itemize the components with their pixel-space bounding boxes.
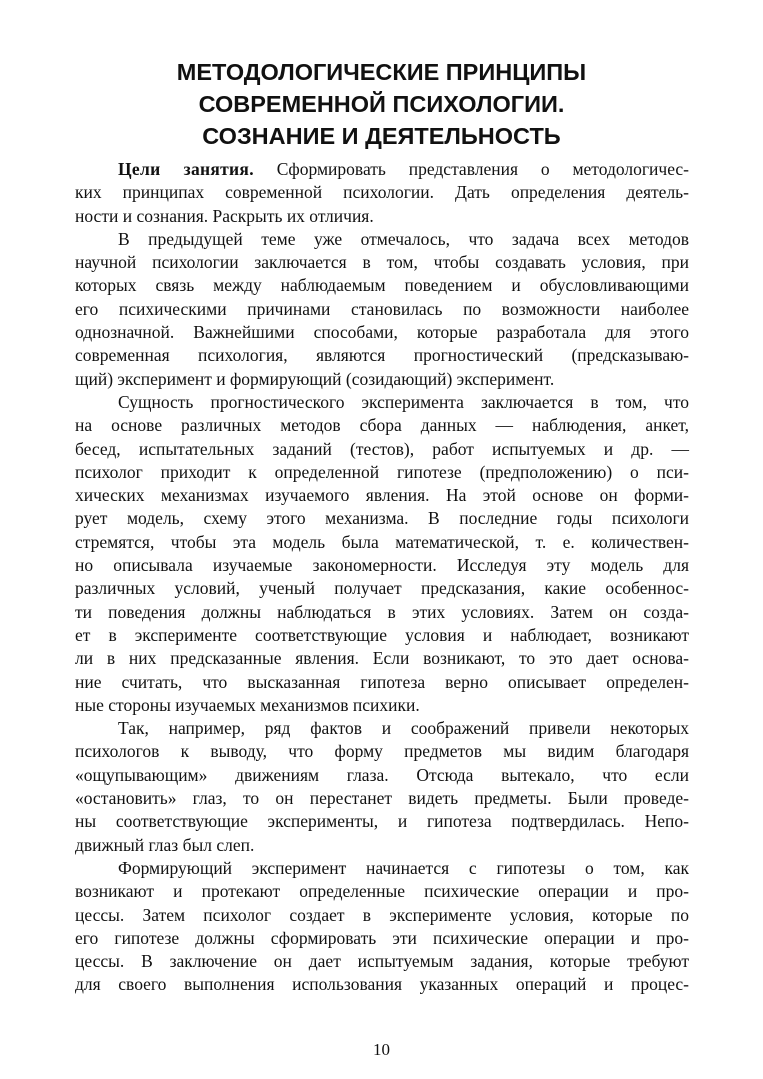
text-line: но описывала изучаемые закономерности. Исследуя эту модель для [75,555,689,576]
text-line: ны соответствующие эксперименты, и гипотеза подтвердилась. Непо- [75,811,689,832]
text-line: однозначной. Важнейшими способами, которые разработала для этого [75,322,689,343]
title-line-3: СОЗНАНИЕ И ДЕЯТЕЛЬНОСТЬ [202,123,561,149]
text-line: цессы. Затем психолог создает в эксперименте условия, которые по [75,904,689,925]
title-line-2: СОВРЕМЕННОЙ ПСИХОЛОГИИ. [198,91,565,117]
text-line: психологов к выводу, что форму предметов мы видим благодаря [75,741,689,762]
text-line: современная психология, являются прогностический (предсказываю- [75,345,689,366]
text-line: ет в эксперименте соответствующие условия и наблюдает, возникают [75,624,689,645]
text-line: на основе различных методов сбора данных — наблюдения, анкет, [75,415,689,436]
text-line: научной психологии заключается в том, чтобы создавать условия, при [75,252,689,273]
text-line: которых связь между наблюдаемым поведением и обусловливающими [75,275,689,296]
text-line: ли в них предсказанные явления. Если возникают, то это дает основа- [75,648,689,669]
text-line: различных условий, ученый получает предсказания, какие особеннос- [75,578,689,599]
text-line: Так, например, ряд фактов и соображений привели некоторых [118,718,689,739]
page-number: 10 [373,1040,390,1059]
text-line: ких принципах современной психологии. Дать определения деятель- [75,182,689,203]
text-line: «остановить» глаз, то он перестанет видеть предметы. Были проведе- [75,788,689,809]
text-line: психолог приходит к определенной гипотезе (предположению) о пси- [75,461,689,482]
text-line: ности и сознания. Раскрыть их отличия. [75,205,374,226]
text-line: хических механизмах изучаемого явления. На этой основе он форми- [75,485,689,506]
title-line-1: МЕТОДОЛОГИЧЕСКИЕ ПРИНЦИПЫ [176,59,587,85]
goals-text: Сформировать представления о методологичес- [253,159,689,179]
text-line: ние считать, что высказанная гипотеза верно описывает определен- [75,671,689,692]
text-line: ные стороны изучаемых механизмов психики. [75,694,420,715]
text-line: движный глаз был слеп. [75,834,255,855]
text-line: «ощупывающим» движениям глаза. Отсюда вытекало, что если [75,764,689,785]
text-line: бесед, испытательных заданий (тестов), работ испытуемых и др. — [75,438,689,459]
body-text [75,158,689,997]
text-line: Формирующий эксперимент начинается с гипотезы о том, как [118,857,689,878]
text-line: стремятся, чтобы эта модель была математической, т. е. количествен- [75,531,689,552]
text-line: рует модель, схему этого механизма. В последние годы психологи [75,508,689,529]
goals-label: Цели занятия. [118,159,254,179]
text-line: щий) эксперимент и формирующий (созидающий) эксперимент. [75,368,555,389]
text-line: его психическими причинами становилась по возможности наиболее [75,298,689,319]
text-line: ти поведения должны наблюдаться в этих условиях. Затем он созда- [75,601,689,622]
text-line: цессы. В заключение он дает испытуемым задания, которые требуют [75,951,689,972]
text-line: для своего выполнения использования указанных операций и процес- [75,974,689,995]
text-line: Сущность прогностического эксперимента заключается в том, что [118,391,689,412]
text-line: его гипотезе должны сформировать эти психические операции и про- [75,927,689,948]
text-line [75,158,689,181]
page-title [70,56,693,152]
text-line: В предыдущей теме уже отмечалось, что задача всех методов [118,228,689,249]
text-line: возникают и протекают определенные психические операции и про- [75,881,689,902]
